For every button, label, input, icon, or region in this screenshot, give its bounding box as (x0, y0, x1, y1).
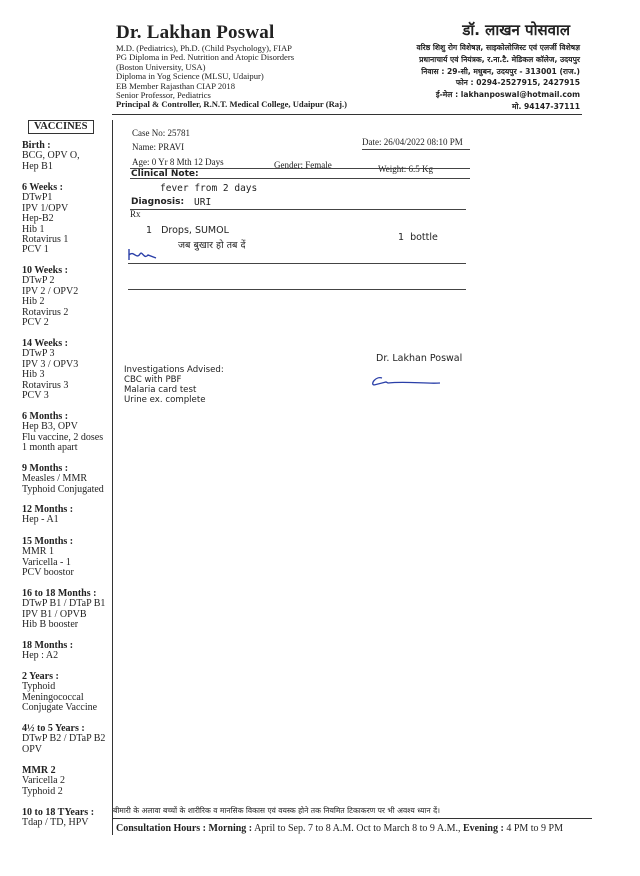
consult-evening: 4 PM to 9 PM (503, 823, 563, 834)
consult-morning: April to Sep. 7 to 8 A.M. Oct to March 8 to 9 A.M., (252, 823, 463, 834)
schedule-age: 6 Weeks : (22, 182, 63, 193)
patient-gender: Gender: Female (274, 160, 332, 170)
schedule-item: DTwP B2 / DTaP B2 (22, 733, 106, 745)
hindi-line: निवास : 29-सी, मधुबन, उदयपुर - 313001 (राज.) (421, 66, 580, 76)
doctor-name-hindi: डॉ. लाखन पोसवाल (462, 21, 570, 39)
qualification-line: EB Member Rajasthan CIAP 2018 (116, 80, 236, 91)
schedule-age: 2 Years : (22, 671, 59, 682)
investigations (124, 365, 224, 405)
patient-weight: Weight: 6.5 Kg (378, 164, 434, 174)
schedule-item: Tdap / TD, HPV (22, 817, 89, 829)
schedule-item: DTwP1 (22, 192, 53, 204)
rx-item (146, 225, 229, 236)
schedule-item: IPV B1 / OPVB (22, 608, 87, 620)
consult-label: Consultation Hours : Morning : (116, 823, 253, 834)
diagnosis: URI (194, 197, 212, 208)
rx-quantity: 1 bottle (398, 232, 438, 243)
schedule-age: 10 Weeks : (22, 265, 68, 276)
vaccines-title: VACCINES (28, 120, 94, 134)
schedule-age: 6 Months : (22, 411, 69, 422)
designation: Principal & Controller, R.N.T. Medical College, Udaipur (Raj.) (116, 99, 347, 110)
schedule-item: Hep B3, OPV (22, 421, 78, 433)
signature (366, 372, 446, 390)
schedule-item: PCV 3 (22, 390, 49, 402)
qualification-line: Senior Professor, Pediatrics (116, 90, 211, 101)
schedule-item: Meningococcal (22, 691, 84, 703)
schedule-item: Rotavirus 3 (22, 379, 69, 391)
schedule-item: MMR 1 (22, 546, 54, 558)
schedule-item: BCG, OPV O, (22, 150, 80, 162)
diagnosis-label: Diagnosis: (131, 197, 185, 207)
qualification-line: (Boston University, USA) (116, 61, 206, 72)
schedule-item: Hib 1 (22, 223, 45, 235)
schedule-item: Flu vaccine, 2 doses (22, 431, 104, 443)
patient-name: Name: PRAVI (132, 142, 185, 152)
clinical-note: fever from 2 days (160, 183, 258, 194)
case-date: Date: 26/04/2022 08:10 PM (362, 137, 463, 147)
schedule-age: 15 Months : (22, 536, 74, 547)
consult-evening-label: Evening : (462, 823, 504, 834)
signatory-name: Dr. Lakhan Poswal (376, 353, 463, 364)
schedule-age: 4½ to 5 Years : (22, 723, 85, 734)
hindi-line: मो. 94147-37111 (511, 101, 580, 111)
schedule-item: Hep B1 (22, 160, 53, 172)
schedule-item: Rotavirus 1 (22, 234, 69, 246)
hindi-line: ई-मेल : lakhanposwal@hotmail.com (435, 90, 580, 100)
schedule-age: Birth : (22, 140, 51, 151)
investigation-item: Malaria card test (124, 385, 197, 395)
schedule-item: Hib 2 (22, 296, 45, 308)
doctor-name: Dr. Lakhan Poswal (116, 22, 275, 43)
hindi-line: वरिष्ठ शिशु रोग विशेषज्ञ, साइकोलोजिस्ट एवं एलर्जी विशेषज्ञ (416, 43, 580, 52)
schedule-item: IPV 3 / OPV3 (22, 358, 79, 370)
schedule-item: Typhoid (22, 681, 56, 693)
schedule-item: Hep - A1 (22, 514, 59, 526)
schedule-item: Typhoid Conjugated (22, 483, 104, 495)
investigations-label: Investigations Advised: (124, 365, 224, 375)
schedule-age: 18 Months : (22, 640, 74, 651)
rx-item-number: 1 (146, 225, 153, 236)
schedule-item: Hib B booster (22, 619, 79, 631)
schedule-item: IPV 1/OPV (22, 202, 69, 214)
schedule-age: 14 Weeks : (22, 338, 68, 349)
schedule-age: MMR 2 (22, 765, 56, 776)
schedule-item: Measles / MMR (22, 473, 87, 485)
schedule-item: Hib 3 (22, 369, 45, 381)
handwritten-initials (126, 246, 160, 264)
rx-drug: Drops, SUMOL (161, 225, 229, 236)
qualification-line: PG Diploma in Ped. Nutrition and Atopic Disorders (116, 52, 295, 63)
investigation-item: CBC with PBF (124, 375, 182, 385)
schedule-item: Varicella 2 (22, 775, 66, 787)
footer-divider (112, 818, 592, 819)
patient-age: Age: 0 Yr 8 Mth 12 Days (132, 157, 224, 167)
schedule-item: DTwP 3 (22, 348, 55, 360)
rx-instruction-hindi: जब बुखार हो तब दें (178, 240, 246, 251)
footer-hindi-note: बीमारी के अलावा बच्चों के शारीरिक व मानसिक विकास एवं वयस्क होने तक नियमित टिकाकरण पर भी अवश्य ध्यान दें। (113, 806, 440, 815)
schedule-item: Conjugate Vaccine (22, 702, 98, 714)
investigation-item: Urine ex. complete (124, 395, 206, 405)
schedule-item: IPV 2 / OPV2 (22, 285, 79, 297)
schedule-item: Varicella - 1 (22, 556, 71, 568)
rx-divider-1 (128, 263, 466, 264)
schedule-age: 16 to 18 Months : (22, 588, 97, 599)
hindi-line: फोन : 0294-2527915, 2427915 (455, 78, 580, 88)
schedule-item: PCV 1 (22, 244, 49, 256)
schedule-item: DTwP 2 (22, 275, 55, 287)
rx-divider-2 (128, 289, 466, 290)
schedule-item: Hep : A2 (22, 650, 59, 662)
diagnosis-divider (130, 209, 466, 210)
rx-label: Rx (130, 209, 141, 219)
qualification-line: M.D. (Pediatrics), Ph.D. (Child Psychology), FIAP (116, 43, 292, 53)
qualification-line: Diploma in Yog Science (MLSU, Udaipur) (116, 71, 264, 82)
schedule-item: Hep-B2 (22, 213, 54, 225)
schedule-age: 9 Months : (22, 463, 69, 474)
schedule-item: Rotavirus 2 (22, 306, 69, 318)
consultation-hours (116, 823, 563, 834)
schedule-item: OPV (22, 743, 43, 755)
schedule-item: PCV boostor (22, 567, 74, 579)
schedule-item: PCV 2 (22, 317, 49, 329)
schedule-item: 1 month apart (22, 442, 78, 454)
schedule-age: 12 Months : (22, 504, 74, 515)
clinical-note-label: Clinical Note: (131, 169, 199, 179)
schedule-age: 10 to 18 TYears : (22, 807, 95, 818)
schedule-item: Typhoid 2 (22, 785, 63, 797)
case-no: Case No: 25781 (132, 128, 190, 138)
date-underline (362, 149, 470, 150)
hindi-line: प्रधानाचार्य एवं नियंत्रक, र.ना.टै. मेडिकल कॉलेज, उदयपुर (419, 54, 580, 64)
schedule-item: DTwP B1 / DTaP B1 (22, 598, 106, 610)
